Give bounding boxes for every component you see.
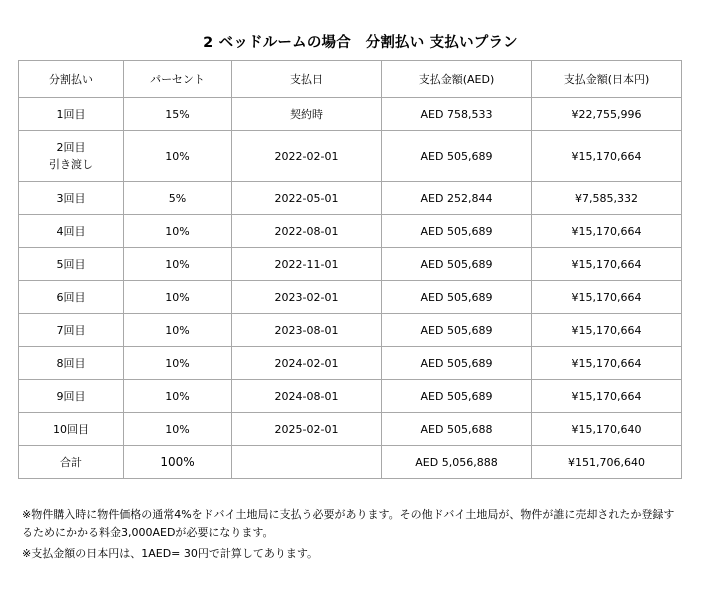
table-row: [19, 281, 682, 314]
jpy-cell: ¥15,170,664: [532, 380, 682, 413]
date-cell: 2023-08-01: [232, 314, 382, 347]
total-row: [19, 446, 682, 479]
date-cell: 契約時: [232, 98, 382, 131]
total-date-cell: [232, 446, 382, 479]
installment-label: 3回目: [56, 191, 86, 205]
table-header-row: [19, 61, 682, 98]
header-date: 支払日: [232, 61, 382, 98]
aed-cell: AED 505,689: [382, 281, 532, 314]
installment-cell: [19, 347, 124, 380]
aed-cell: AED 505,688: [382, 413, 532, 446]
percent-cell: 10%: [124, 347, 232, 380]
jpy-cell: ¥15,170,640: [532, 413, 682, 446]
table-row: [19, 347, 682, 380]
installment-cell: [19, 131, 124, 182]
installment-cell: [19, 98, 124, 131]
aed-cell: AED 505,689: [382, 380, 532, 413]
table-row: [19, 314, 682, 347]
table-row: [19, 131, 682, 182]
jpy-cell: ¥7,585,332: [532, 182, 682, 215]
header-amount-jpy: 支払金額(日本円): [532, 61, 682, 98]
total-percent-cell: 100%: [124, 446, 232, 479]
percent-cell: 10%: [124, 131, 232, 182]
table-row: [19, 248, 682, 281]
percent-cell: 10%: [124, 413, 232, 446]
payment-plan-table: [18, 60, 682, 479]
installment-label: 6回目: [56, 290, 86, 304]
installment-cell: [19, 182, 124, 215]
aed-cell: AED 505,689: [382, 248, 532, 281]
jpy-cell: ¥15,170,664: [532, 248, 682, 281]
footnote-exchange-rate: ※支払金額の日本円は、1AED= 30円で計算してあります。: [22, 547, 318, 560]
date-cell: 2022-05-01: [232, 182, 382, 215]
date-cell: 2022-11-01: [232, 248, 382, 281]
table-row: [19, 215, 682, 248]
installment-cell: [19, 215, 124, 248]
aed-cell: AED 505,689: [382, 314, 532, 347]
installment-label: 7回目: [56, 323, 86, 337]
percent-cell: 15%: [124, 98, 232, 131]
total-aed-cell: AED 5,056,888: [382, 446, 532, 479]
aed-cell: AED 252,844: [382, 182, 532, 215]
jpy-cell: ¥15,170,664: [532, 215, 682, 248]
date-cell: 2022-02-01: [232, 131, 382, 182]
percent-cell: 10%: [124, 380, 232, 413]
table-row: [19, 98, 682, 131]
installment-label: 9回目: [56, 389, 86, 403]
table-row: [19, 182, 682, 215]
percent-cell: 10%: [124, 215, 232, 248]
total-label-cell: 合計: [19, 446, 124, 479]
installment-cell: [19, 380, 124, 413]
percent-cell: 10%: [124, 314, 232, 347]
installment-label: 8回目: [56, 356, 86, 370]
installment-cell: [19, 314, 124, 347]
installment-cell: [19, 281, 124, 314]
aed-cell: AED 505,689: [382, 347, 532, 380]
header-installment: 分割払い: [19, 61, 124, 98]
total-jpy-cell: ¥151,706,640: [532, 446, 682, 479]
installment-label: 1回目: [56, 107, 86, 121]
aed-cell: AED 505,689: [382, 215, 532, 248]
date-cell: 2024-02-01: [232, 347, 382, 380]
page-title: 2 ベッドルームの場合 分割払い 支払いプラン: [203, 35, 518, 51]
installment-label: 5回目: [56, 257, 86, 271]
jpy-cell: ¥15,170,664: [532, 281, 682, 314]
date-cell: 2022-08-01: [232, 215, 382, 248]
installment-cell: [19, 413, 124, 446]
jpy-cell: ¥15,170,664: [532, 314, 682, 347]
date-cell: 2024-08-01: [232, 380, 382, 413]
installment-label: 10回目: [53, 422, 89, 436]
footnotes: [22, 506, 682, 566]
header-percent: パーセント: [124, 61, 232, 98]
installment-label: 2回目: [56, 141, 86, 154]
percent-cell: 5%: [124, 182, 232, 215]
jpy-cell: ¥15,170,664: [532, 131, 682, 182]
percent-cell: 10%: [124, 248, 232, 281]
table-row: [19, 380, 682, 413]
aed-cell: AED 758,533: [382, 98, 532, 131]
table-row: [19, 413, 682, 446]
installment-sublabel: 引き渡し: [49, 158, 93, 171]
header-amount-aed: 支払金額(AED): [382, 61, 532, 98]
installment-label: 4回目: [56, 224, 86, 238]
jpy-cell: ¥22,755,996: [532, 98, 682, 131]
installment-cell: [19, 248, 124, 281]
aed-cell: AED 505,689: [382, 131, 532, 182]
date-cell: 2023-02-01: [232, 281, 382, 314]
footnote-registration-fee: ※物件購入時に物件価格の通常4%をドバイ土地局に支払う必要があります。その他ドバイ土地局が、物件が誰に売却されたか登録するためにかかる料金3,000AEDが必要になります。: [22, 508, 675, 539]
percent-cell: 10%: [124, 281, 232, 314]
date-cell: 2025-02-01: [232, 413, 382, 446]
jpy-cell: ¥15,170,664: [532, 347, 682, 380]
